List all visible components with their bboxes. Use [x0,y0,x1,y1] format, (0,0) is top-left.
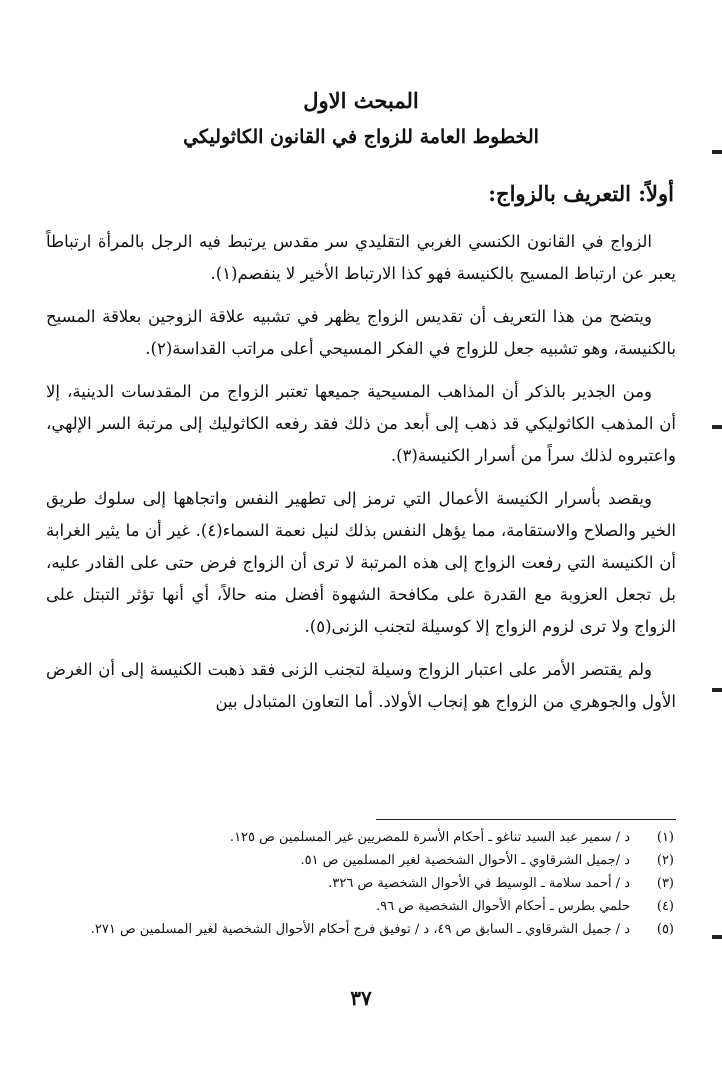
chapter-subtitle: الخطوط العامة للزواج في القانون الكاثوليكي [183,126,539,148]
footnote-item [48,872,674,895]
chapter-title: المبحث الاول [303,88,419,113]
margin-tick [712,150,722,154]
footnote-item [48,895,674,918]
margin-tick [712,688,722,692]
footnote-text: حلمي بطرس ـ أحكام الأحوال الشخصية ص ٩٦. [376,899,630,914]
page-number: ٣٧ [350,986,372,1010]
paragraph: الزواج في القانون الكنسي الغربي التقليدي سر مقدس يرتبط فيه الرجل بالمرأة ارتباطاً يعبر عن ارتباط المسيح بالكنيسة فهو كذا الارتباط الأخير لا ينفصم(١). [46,232,676,283]
footnote-number: (٢) [656,853,674,868]
footnote-number: (٥) [656,922,674,937]
footnotes-list [48,826,674,941]
footnote-item [48,918,674,941]
footnote-text: د / جميل الشرقاوي ـ السابق ص ٤٩، د / توفيق فرج أحكام الأحوال الشخصية لغير المسلمين ص ٢٧١. [90,922,630,937]
margin-tick [712,935,722,939]
footnote-number: (١) [656,830,674,845]
footnote-number: (٣) [656,876,674,891]
footnote-divider [376,819,676,820]
footnote-number: (٤) [656,899,674,914]
margin-tick [712,425,722,429]
paragraph: ويتضح من هذا التعريف أن تقديس الزواج يظهر في تشبيه علاقة الزوجين بعلاقة المسيح بالكنيسة، وهو تشبيه جعل للزواج في الفكر المسيحي أعلى مراتب القداسة(٢). [46,307,676,358]
footnote-text: د / أحمد سلامة ـ الوسيط في الأحوال الشخصية ص ٣٢٦. [328,876,630,891]
section-heading: أولاً: التعريف بالزواج: [488,181,674,206]
paragraph: ولم يقتصر الأمر على اعتبار الزواج وسيلة لتجنب الزنى فقد ذهبت الكنيسة إلى أن الغرض الأول والجوهري من الزواج هو إنجاب الأولاد. أما التعاون المتبادل بين [46,660,676,711]
paragraph: ومن الجدير بالذكر أن المذاهب المسيحية جميعها تعتبر الزواج من المقدسات الدينية، إلا أن المذهب الكاثوليكي قد ذهب إلى أبعد من ذلك فقد رفعه الكاثوليك إلى مرتبة السر الإلهي، واعتبروه لذلك سراً من أسرار الكنيسة(٣). [46,382,676,465]
footnote-item [48,849,674,872]
footnote-text: د /جميل الشرقاوي ـ الأحوال الشخصية لغير المسلمين ص ٥١. [300,853,630,868]
body-text [46,226,676,729]
footnote-text: د / سمير عبد السيد تناغو ـ أحكام الأسرة للمصريين غير المسلمين ص ١٢٥. [229,830,630,845]
paragraph: ويقصد بأسرار الكنيسة الأعمال التي ترمز إلى تطهير النفس واتجاهها إلى سلوك طريق الخير والصلاح والاستقامة، مما يؤهل النفس بذلك لنيل نعمة السماء(٤). غير أن ما يثير الغرابة أن الكنيسة التي رفعت الزواج إلى هذه المرتبة لا ترى أن الزواج فرض حتى على القادر عليه، بل تجعل العزوبة مع القدرة على مكافحة الشهوة أفضل منه حالاً، أي أنها تؤثر التبتل على الزواج ولا ترى لزوم الزواج إلا كوسيلة لتجنب الزنى(٥). [46,489,676,636]
footnote-item [48,826,674,849]
